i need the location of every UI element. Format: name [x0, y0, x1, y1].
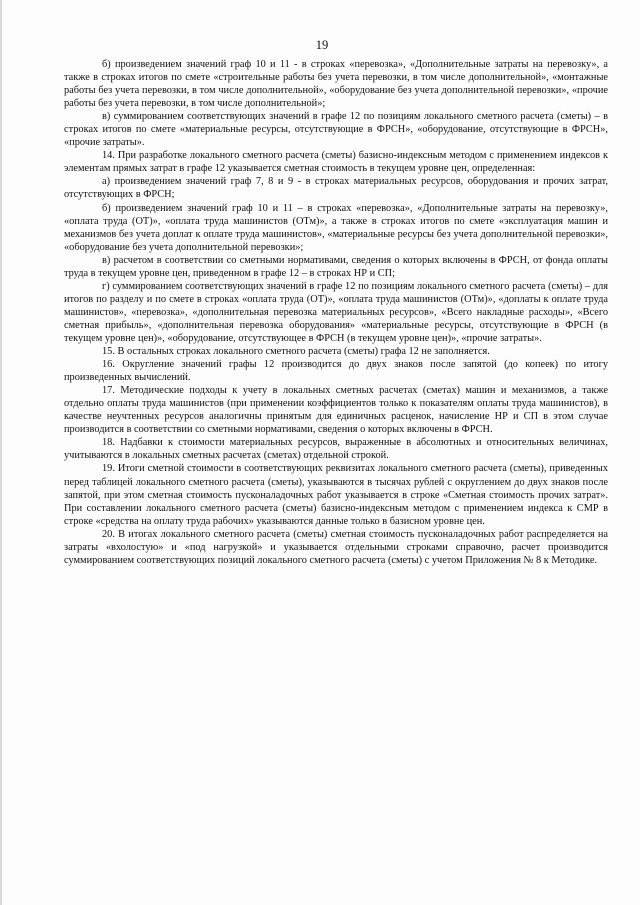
- paragraph-16: 16. Округление значений графы 12 производится до двух знаков после запятой (до копеек) по итогу произведенных вычислений.: [64, 359, 608, 384]
- paragraph-13b: б) произведением значений граф 10 и 11 - в строках «перевозка», «Дополнительные затраты на перевозку», а также в строках итогов по смете «строительные работы без учета перевозки, в том числе дополнительной», «монтажные работы без учета перевозки, в том числе дополнительной», «оборудование без учета дополнительной перевозки», «прочие работы без учета перевозки, в том числе дополнительной»;: [64, 59, 608, 110]
- paragraph-13v: в) суммированием соответствующих значений в графе 12 по позициям локального сметного расчета (сметы) – в строках итогов по смете «материальные ресурсы, отсутствующие в ФРСН», «оборудование, отсутствующие в ФРСН», «прочие затраты».: [64, 111, 608, 149]
- paragraph-20: 20. В итогах локального сметного расчета (сметы) сметная стоимость пусконаладочных работ распределяется на затраты «вхолостую» и «под нагрузкой» и указывается отдельными строками справочно, расчет производится суммированием соответствующих позиций локального сметного расчета (сметы) с учетом Приложения № 8 к Методике.: [64, 528, 608, 566]
- paragraph-19: 19. Итоги сметной стоимости в соответствующих реквизитах локального сметного расчета (сметы), приведенных перед таблицей локального сметного расчета (сметы), указываются в тысячах рублей с округлением до двух знаков после запятой, при этом сметная стоимость пусконаладочных работ указывается в строке «Сметная стоимость прочих затрат». При составлении локального сметного расчета (сметы) базисно-индексным методом с применением индекса к СМР в строке «средства на оплату труда рабочих» указываются данные только в базисном уровне цен.: [64, 463, 608, 527]
- document-body: [64, 58, 608, 567]
- paragraph-14b: б) произведением значений граф 10 и 11 – в строках «перевозка», «Дополнительные затраты на перевозку», «оплата труда (ОТ)», «оплата труда машинистов (ОТм)», а также в строках итогов по смете «эксплуатация машин и механизмов без учета доплат к оплате труда машинистов», «материальные ресурсы без учета дополнительной перевозки», «оборудование без учета дополнительной перевозки»;: [64, 202, 608, 253]
- paragraph-15: 15. В остальных строках локального сметного расчета (сметы) графа 12 не заполняется.: [102, 346, 490, 358]
- paragraph-14v: в) расчетом в соответствии со сметными нормативами, сведения о которых включены в ФРСН, от фонда оплаты труда в текущем уровне цен, приведенном в графе 12 – в строках НР и СП;: [64, 254, 608, 279]
- paragraph-17: 17. Методические подходы к учету в локальных сметных расчетах (сметах) машин и механизмов, а также отдельно оплаты труда машинистов (при применении коэффициентов только к показателям оплаты труда машинистов), в качестве неучтенных ресурсов аналогичны принятым для единичных расценок, начисление НР и СП в этом случае производится в соответствии со сметными нормативами, сведения о которых включены в ФРСН.: [64, 385, 608, 436]
- paragraph-18: 18. Надбавки к стоимости материальных ресурсов, выраженные в абсолютных и относительных величинах, учитываются в локальных сметных расчетах (сметах) отдельной строкой.: [64, 437, 608, 462]
- paragraph-14: 14. При разработке локального сметного расчета (сметы) базисно-индексным методом с применением индексов к элементам прямых затрат в графе 12 указывается сметная стоимость в текущем уровне цен, определенная:: [64, 150, 608, 175]
- paragraph-14g: г) суммированием соответствующих значений в графе 12 по позициям локального сметного расчета (сметы) – для итогов по разделу и по смете в строках «оплата труда (ОТ)», «оплата труда машинистов (ОТм)», «доплаты к оплате труда машинистов», «перевозка», «дополнительная перевозка материальных ресурсов», «Всего накладные расходы», «Всего сметная прибыль», «дополнительная перевозка оборудования» «материальные ресурсы, отсутствующие в ФРСН (в текущем уровне цен)», «оборудование, отсутствующее в ФРСН (в текущем уровне цен)», «прочие затраты».: [64, 280, 608, 344]
- paragraph-14a: а) произведением значений граф 7, 8 и 9 - в строках материальных ресурсов, оборудования и прочих затрат, отсутствующих в ФРСН;: [64, 176, 608, 201]
- page-number: 19: [315, 38, 329, 52]
